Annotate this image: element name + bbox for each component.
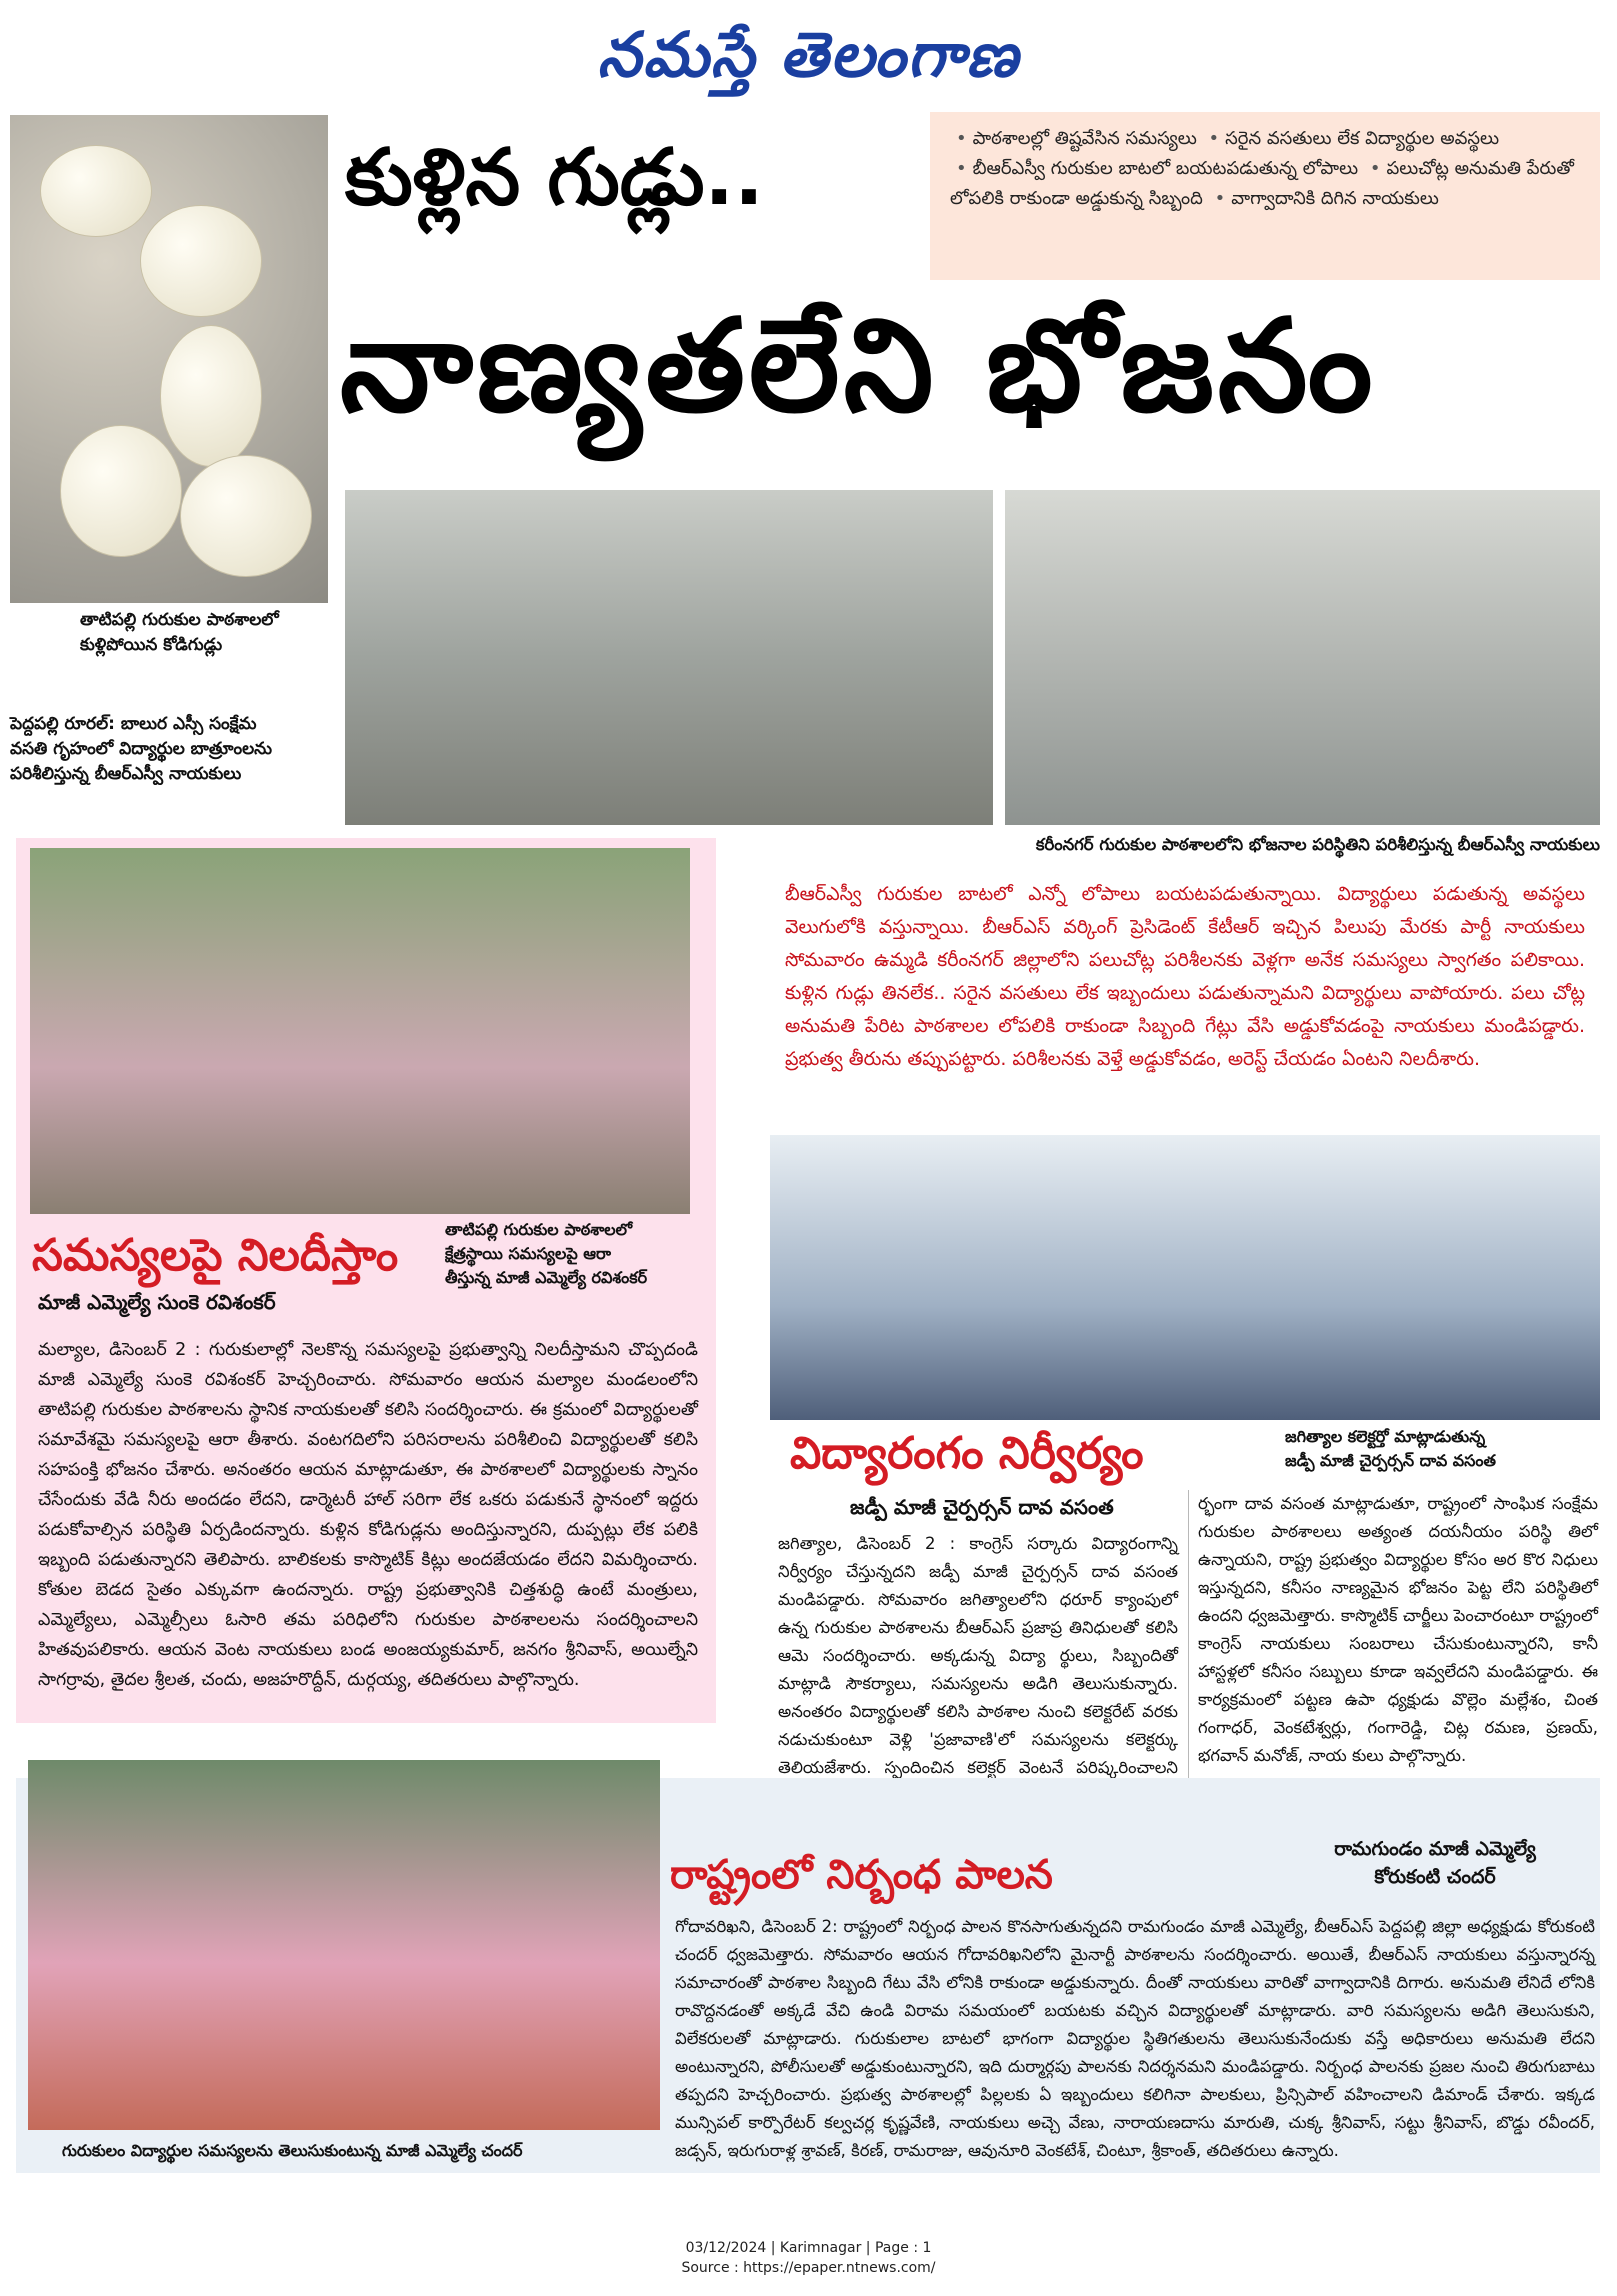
kitchen-photo [1005,490,1600,825]
highlight-item: వాగ్వాదానికి దిగిన నాయకులు [1231,188,1439,209]
caption-line: తీస్తున్న మాజీ ఎమ్మెల్యే రవిశంకర్ [445,1268,648,1287]
story-2-body-col2: ర్భంగా దావ వసంత మాట్లాడుతూ, రాష్ట్రంలో సాంఘిక సంక్షేమ గురుకుల పాఠశాలలు అత్యంత దయనీయం పరిస్థి తిలో ఉన్నాయని, రాష్ట్ర ప్రభుత్వం విద్యార్థుల కోసం అర కొర నిధులు ఇస్తున్నదని, కనీసం నాణ్యమైన భోజనం పెట్ట లేని పరిస్థితిలో ఉందని ధ్వజమెత్తారు. కాస్మొటిక్ చార్జీలు పెంచారంటూ రాష్ట్రంలో కాంగ్రెస్ నాయకులు సంబరాలు చేసుకుంటున్నారని, కానీ హాస్టళ్లలో కనీసం సబ్బులు కూడా ఇవ్వలేదని మండిపడ్డారు. ఈ కార్యక్రమంలో పట్టణ ఉపా ధ్యక్షుడు వొల్లెం మల్లేశం, చింత గంగాధర్, వెంకటేశ్వర్లు, గంగారెడ్డి, చిట్ల రమణ, ప్రణయ్, భగవాన్ మనోజ్, నాయ కులు పాల్గొన్నారు. [1198,1494,1598,1765]
story-2-byline: జడ్పీ మాజీ చైర్పర్సన్ దావ వసంత [850,1495,1114,1519]
story-3-byline [1270,1835,1600,1891]
bullet-icon: • [956,128,967,149]
headline-1: కుళ్లిన గుడ్లు.. [345,133,764,223]
caption-line: తాటిపల్లి గురుకుల పాఠశాలలో [445,1220,633,1239]
caption-line: క్షేత్రస్థాయి సమస్యలపై ఆరా [445,1244,612,1263]
footer-source: Source : https://epaper.ntnews.com/ [681,2260,936,2276]
story-3-photo-caption: గురుకులం విద్యార్థుల సమస్యలను తెలుసుకుంటున్న మాజీ ఎమ్మెల్యే చందర్ [62,2141,523,2160]
caption-line: పరిశీలిస్తున్న బీఆర్ఎస్వీ నాయకులు [10,764,242,784]
caption-line: జగిత్యాల కలెక్టర్తో మాట్లాడుతున్న [1285,1427,1486,1446]
highlight-item: పలుచోట్ల అనుమతి పేరుతో లోపలికి రాకుండా అడ్డుకున్న సిబ్బంది [950,158,1574,209]
story-3-headline: రాష్ట్రంలో నిర్బంధ పాలన [670,1852,1053,1898]
lead-paragraph: బీఆర్ఎస్వీ గురుకుల బాటలో ఎన్నో లోపాలు బయటపడుతున్నాయి. విద్యార్థులు పడుతున్న అవస్థలు వెలుగులోకి వస్తున్నాయి. బీఆర్ఎస్ వర్కింగ్ ప్రెసిడెంట్ కేటీఆర్ ఇచ్చిన పిలుపు మేరకు పార్టీ నాయకులు సోమవారం ఉమ్మడి కరీంనగర్ జిల్లాలోని పలుచోట్ల పరిశీలనకు వెళ్లగా అనేక సమస్యలు స్వాగతం పలికాయి. కుళ్లిన గుడ్లు తినలేక.. సరైన వసతులు లేక ఇబ్బందులు పడుతున్నామని విద్యార్థులు వాపోయారు. పలు చోట్ల అనుమతి పేరిట పాఠశాలల లోపలికి రాకుండా సిబ్బంది గేట్లు వేసి అడ్డుకోవడంపై నాయకులు మండిపడ్డారు. ప్రభుత్వ తీరును తప్పుపట్టారు. పరిశీలనకు వెళ్తే అడ్డుకోవడం, అరెస్ట్ చేయడం ఏంటని నిలదీశారు. [785,883,1585,1070]
school-visit-photo [30,848,690,1214]
egg-photo [10,115,328,603]
bullet-icon: • [1214,188,1226,209]
caption-line: తాటిపల్లి గురుకుల పాఠశాలలో [80,610,279,630]
footer-date: 03/12/2024 | Karimnagar | Page : 1 [685,2240,932,2256]
byline-line: కోరుకంటి చందర్ [1374,1866,1496,1888]
story-2-body-col1: జగిత్యాల, డిసెంబర్ 2 : కాంగ్రెస్ సర్కారు విద్యారంగాన్ని నిర్వీర్యం చేస్తున్నదని జడ్పీ మాజీ చైర్పర్సన్ దావ వసంత మండిపడ్డారు. సోమవారం జగిత్యాలలోని ధరూర్ క్యాంపులో ఉన్న గురుకుల పాఠశాలను బీఆర్ఎస్ ప్రజాప్ర తినిధులతో కలిసి ఆమె సందర్శించారు. అక్కడున్న విద్యా ర్థులు, సిబ్బందితో మాట్లాడి సౌకర్యాలు, సమస్యలను అడిగి తెలుసుకున్నారు. అనంతరం విద్యార్థులతో కలిసి పాఠశాల నుంచి కలెక్టరేట్ వరకు నడుచుకుంటూ వెళ్లి 'ప్రజావాణి'లో సమస్యలను కలెక్టర్కు తెలియజేశారు. స్పందించిన కలెక్టర్ వెంటనే పరిష్కరించాలని [778,1534,1178,1777]
toilet-caption [10,712,350,787]
story-1-byline: మాజీ ఎమ్మెల్యే సుంకె రవిశంకర్ [38,1290,276,1314]
caption-line: వసతి గృహంలో విద్యార్థుల బాత్రూంలను [10,739,272,759]
masthead [0,0,1617,110]
egg-shape [40,145,152,237]
egg-shape [180,455,312,577]
caption-line: జడ్పీ మాజీ చైర్పర్సన్ దావ వసంత [1285,1451,1496,1470]
kitchen-caption: కరీంనగర్ గురుకుల పాఠశాలలోని భోజనాల పరిస్థితిని పరిశీలిస్తున్న బీఆర్ఎస్వీ నాయకులు [1035,835,1600,854]
caption-line: కుళ్లిపోయిన కోడిగుడ్లు [80,635,223,655]
collector-meeting-photo [770,1135,1600,1420]
story-3-body: గోదావరిఖని, డిసెంబర్ 2: రాష్ట్రంలో నిర్బంధ పాలన కొనసాగుతున్నదని రామగుండం మాజీ ఎమ్మెల్యే, బీఆర్ఎస్ పెద్దపల్లి జిల్లా అధ్యక్షుడు కోరుకంటి చందర్ ధ్వజమెత్తారు. సోమవారం ఆయన గోదావరిఖనిలోని మైనార్టీ పాఠశాలను సందర్శించారు. అయితే, బీఆర్ఎస్ నాయకులు వస్తున్నారన్న సమాచారంతో పాఠశాల సిబ్బంది గేటు వేసి లోనికి రాకుండా అడ్డుకున్నారు. దీంతో నాయకులు వారితో వాగ్వాదానికి దిగారు. అనుమతి లేనిదే లోనికి రావొద్దనడంతో అక్కడే వేచి ఉండి విరామ సమయంలో బయటకు వచ్చిన విద్యార్థులతో మాట్లాడారు. వారి సమస్యలను అడిగి తెలుసుకుని, విలేకరులతో మాట్లాడారు. గురుకులాల బాటలో భాగంగా విద్యార్థుల స్థితిగతులను తెలుసుకునేందుకు వస్తే అధికారులు అనుమతి లేదని అంటున్నారని, పోలీసులతో అడ్డుకుంటున్నారని, ఇది దుర్మార్గపు పాలనకు నిదర్శనమని మండిపడ్డారు. నిర్బంధ పాలనకు ప్రజల నుంచి తిరుగుబాటు తప్పదని హెచ్చరించారు. ప్రభుత్వ పాఠశాలల్లో పిల్లలకు ఏ ఇబ్బందులు కలిగినా పాలకులు, ప్రిన్సిపాల్ వహించాలని డిమాండ్ చేశారు. ఇక్కడ మున్సిపల్ కార్పొరేటర్ కల్వచర్ల కృష్ణవేణి, నాయకులు అచ్చె వేణు, నారాయణదాసు మారుతి, చుక్క శ్రీనివాస్, సట్టు శ్రీనివాస్, బొడ్డు రవీందర్, జడ్సన్, ఇరుగురాళ్ల శ్రావణ్, కిరణ్, రామరాజు, ఆవునూరి వెంకటేశ్, చింటూ, శ్రీకాంత్, తదితరులు ఉన్నారు. [675,1917,1595,2160]
story-1-photo-caption [445,1218,715,1290]
students-photo [28,1760,660,2130]
highlight-item: బీఆర్ఎస్వీ గురుకుల బాటలో బయటపడుతున్న లోపాలు [972,158,1359,179]
toilet-photo [345,490,993,825]
highlights-box [930,112,1600,280]
story-2-photo-caption [1285,1425,1605,1473]
story-1-body: మల్యాల, డిసెంబర్ 2 : గురుకులాల్లో నెలకొన్న సమస్యలపై ప్రభుత్వాన్ని నిలదీస్తామని చొప్పదండి మాజీ ఎమ్మెల్యే సుంకె రవిశంకర్ హెచ్చరించారు. సోమవారం ఆయన మల్యాల మండలంలోని తాటిపల్లి గురుకుల పాఠశాలను స్థానిక నాయకులతో కలిసి సందర్శించారు. ఈ క్రమంలో విద్యార్థులతో సమావేశమై సమస్యలపై ఆరా తీశారు. వంటగదిలోని పరిసరాలను పరిశీలించి విద్యార్థులతో కలిసి సహపంక్తి భోజనం చేశారు. అనంతరం ఆయన మాట్లాడుతూ, ఈ పాఠశాలలో విద్యార్థులకు స్నానం చేసేందుకు వేడి నీరు అందడం లేదని, డార్మెటరీ హాల్ సరిగా లేక ఒకరు పడుకునే స్థానంలో ఇద్దరు పడుకోవాల్సిన పరిస్థితి ఏర్పడిందన్నారు. కుళ్లిన కోడిగుడ్లను అందిస్తున్నారని, దుప్పట్లు లేక పలికి ఇబ్బంది పడుతున్నారని తెలిపారు. బాలికలకు కాస్మొటిక్ కిట్లు అందజేయడం లేదని విమర్శించారు. కోతుల బెడద సైతం ఎక్కువగా ఉందన్నారు. రాష్ట్ర ప్రభుత్వానికి చిత్తశుద్ధి ఉంటే మంత్రులు, ఎమ్మెల్యేలు, ఎమ్మెల్సీలు ఓసారి తమ పరిధిలోని గురుకుల పాఠశాలలను సందర్శించాలని హితవుపలికారు. ఆయన వెంట నాయకులు బండ అంజయ్యకుమార్, జనగం శ్రీనివాస్, అయిల్నేని సాగర్రావు, తైదల శ్రీలత, చందు, అజహరొద్దీన్, దుర్గయ్య, తదితరులు పాల్గొన్నారు. [38,1340,698,1690]
bullet-icon: • [956,158,967,179]
byline-line: రామగుండం మాజీ ఎమ్మెల్యే [1334,1838,1536,1860]
egg-shape [160,325,262,467]
highlight-item: పాఠశాలల్లో తిష్టవేసిన సమస్యలు [972,128,1197,149]
egg-shape [140,205,262,317]
bullet-icon: • [1369,158,1381,179]
page-footer [0,2238,1617,2278]
caption-line: పెద్దపల్లి రూరల్: బాలుర ఎస్సీ సంక్షేమ [10,714,257,734]
story-1-headline: సమస్యలపై నిలదీస్తాం [32,1230,399,1281]
column-divider [1188,1490,1189,1810]
headline-2: నాణ్యతలేని భోజనం [340,292,1377,441]
story-2-headline: విద్యారంగం నిర్వీర్యం [790,1428,1144,1479]
highlight-item: సరైన వసతులు లేక విద్యార్థుల అవస్థలు [1225,128,1500,149]
bullet-icon: • [1208,128,1220,149]
egg-caption [80,608,380,658]
newspaper-name: నమస్తే తెలంగాణ [597,18,1020,91]
egg-shape [60,425,182,557]
